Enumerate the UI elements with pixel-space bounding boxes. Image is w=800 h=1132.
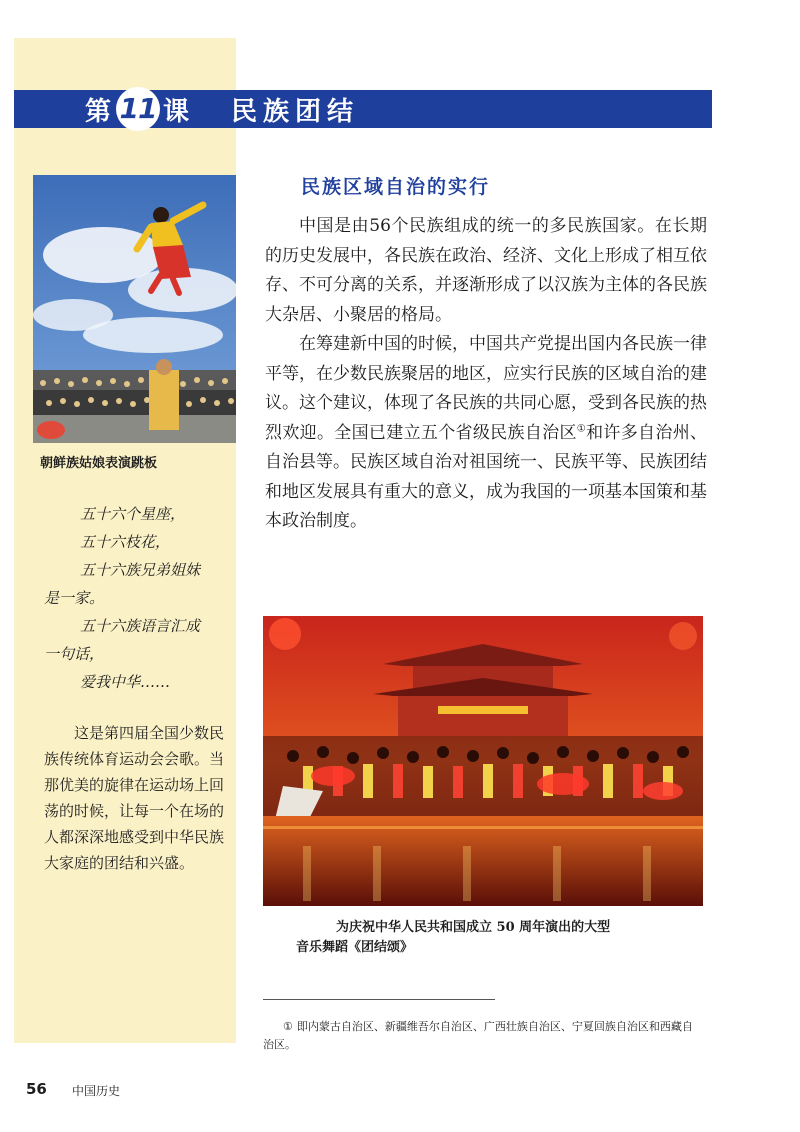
footnote-text: 即内蒙古自治区、新疆维吾尔自治区、广西壮族自治区、宁夏回族自治区和西藏自治区。 [263,1020,693,1051]
song-lyrics [44,500,232,696]
footnote-divider [263,999,495,1000]
photo-unity-caption-line-1: 为庆祝中华人民共和国成立 50 周年演出的大型 [336,920,611,935]
photo-unity-performance-image [263,616,703,906]
footnote-mark: ① [283,1020,293,1033]
paragraph-2 [265,330,707,537]
book-title: 中国历史 [72,1084,121,1098]
lyric-line: 是一家。 [44,589,105,607]
body-text [265,212,707,537]
lyric-line: 五十六族语言汇成 [80,617,201,635]
lesson-suffix: 课 [163,96,192,127]
lyric-line: 五十六个星座， [80,505,186,523]
lesson-prefix: 第 [85,96,114,127]
footnote-reference[interactable]: ① [576,422,587,434]
photo-seesaw-caption: 朝鲜族姑娘表演跳板 [40,456,158,471]
paragraph-2-text-a: 在筹建新中国的时候，中国共产党提出国内各民族一律平等，在少数民族聚居的地区，应实行民族的区域自治的建议。这个建议，体现了各民族的共同心愿，受到各民族的热烈欢迎。全国已建立五个省级民族自治区 [265,334,707,443]
paragraph-1: 中国是由56个民族组成的统一的多民族国家。在长期的历史发展中，各民族在政治、经济、文化上形成了相互依存、不可分离的关系，并逐渐形成了以汉族为主体的各民族大杂居、小聚居的格局。 [265,216,707,325]
lesson-title: 民族团结 [231,96,360,127]
footnote [263,1018,703,1054]
page-number: 56 [26,1080,47,1098]
lyric-line: 五十六枝花， [80,533,171,551]
song-note-text: 这是第四届全国少数民族传统体育运动会会歌。当那优美的旋律在运动场上回荡的时候，让每一个在场的人都深深地感受到中华民族大家庭的团结和兴盛。 [44,724,225,872]
section-title: 民族区域自治的实行 [301,176,491,198]
photo-seesaw-jump [33,175,236,443]
song-note [44,720,230,876]
lyric-line: 一句话， [44,645,105,663]
photo-seesaw-jump-image [33,175,236,443]
photo-unity-performance [263,616,703,906]
photo-unity-caption [296,918,610,958]
lesson-number: 11 [116,87,160,131]
paragraph-2-text-b: 和许多自治州、自治县等。民族区域自治对祖国统一、民族平等、民族团结和地区发展具有重大的意义，成为我国的一项基本国策和基本政治制度。 [265,422,708,531]
lesson-heading [85,90,359,128]
lyric-line: 五十六族兄弟姐妹 [80,561,201,579]
lyric-line: 爱我中华…… [80,673,171,691]
photo-unity-caption-line-2: 音乐舞蹈《团结颂》 [296,940,414,955]
